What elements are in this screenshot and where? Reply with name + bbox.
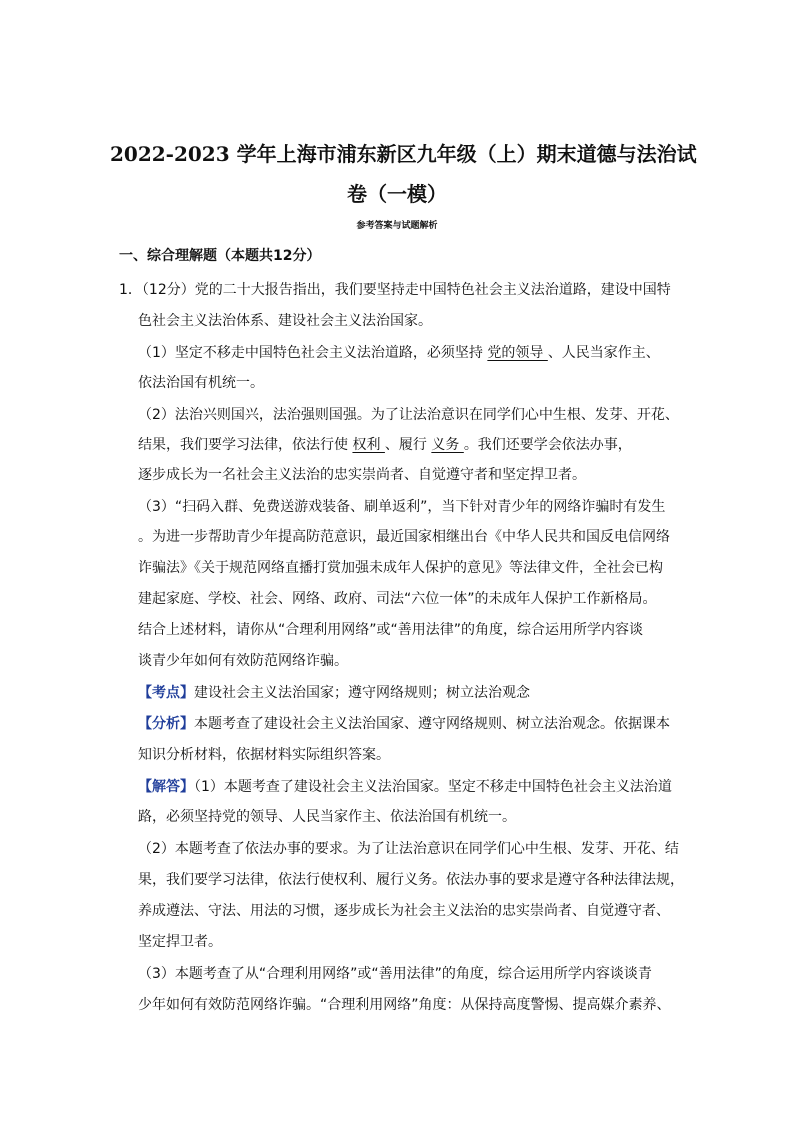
question-1-stem-line-1: 1．（12分）党的二十大报告指出，我们要坚持走中国特色社会主义法治道路，建设中国特 (119, 282, 671, 298)
answer-2-line-4: 坚定捍卫者。 (138, 934, 222, 950)
part-2-text-b: 、履行 (384, 437, 427, 453)
question-1-part-1-line-2: 依法治国有机统一。 (138, 375, 264, 391)
part-2-answer-blank-2: 义务 (431, 437, 464, 453)
answer-3-line-1: （3）本题考查了从“合理利用网络”或“善用法律”的角度，综合运用所学内容谈谈青 (138, 966, 652, 982)
question-1-part-3-line-3: 诈骗法》《关于规范网络直播打赏加强未成年人保护的意见》等法律文件，全社会已构 (138, 560, 663, 576)
question-1-part-2-line-1: （2）法治兴则国兴，法治强则国强。为了让法治意识在同学们心中生根、发芽、开花、 (138, 407, 679, 423)
part-1-text-a: （1）坚定不移走中国特色社会主义法治道路，必须坚持 (138, 345, 483, 361)
part-2-text-c: 。我们还要学会依法办事， (463, 437, 632, 453)
question-1-part-1-line-1 (138, 343, 660, 363)
section-heading: 一、综合理解题（本题共12分） (119, 248, 321, 264)
fenxi-line-2: 知识分析材料，依据材料实际组织答案。 (138, 747, 390, 763)
fenxi-line-1 (138, 714, 670, 734)
jieda-line-2: 路，必须坚持党的领导、人民当家作主、依法治国有机统一。 (138, 809, 516, 825)
question-1-part-2-line-3: 逐步成长为一名社会主义法治的忠实崇尚者、自觉遵守者和坚定捍卫者。 (138, 467, 586, 483)
question-1-part-3-line-5: 结合上述材料，请你从“合理利用网络”或“善用法律”的角度，综合运用所学内容谈 (138, 622, 644, 638)
kaodian-text: 建设社会主义法治国家；遵守网络规则；树立法治观念 (194, 685, 530, 701)
kaodian-line (138, 683, 530, 703)
answer-2-line-3: 养成遵法、守法、用法的习惯，逐步成长为社会主义法治的忠实崇尚者、自觉遵守者、 (138, 903, 670, 919)
kaodian-tag: 【考点】 (138, 685, 194, 701)
question-1-part-2-line-2 (138, 435, 632, 455)
question-1-stem-line-2: 色社会主义法治体系、建设社会主义法治国家。 (138, 313, 432, 329)
question-1-part-3-line-2: 。为进一步帮助青少年提高防范意识，最近国家相继出台《中华人民共和国反电信网络 (138, 529, 670, 545)
page-title-line-1: 2022-2023 学年上海市浦东新区九年级（上）期末道德与法治试 (110, 142, 697, 166)
answer-3-line-2: 少年如何有效防范网络诈骗。“合理利用网络”角度：从保持高度警惕、提高媒介素养、 (138, 997, 671, 1013)
jieda-line-1 (138, 777, 672, 797)
jieda-text: （1）本题考查了建设社会主义法治国家。坚定不移走中国特色社会主义法治道 (194, 779, 672, 795)
answer-2-line-2: 果，我们要学习法律，依法行使权利、履行义务。依法办事的要求是遵守各种法律法规， (138, 872, 684, 888)
part-1-answer-blank: 党的领导 (487, 345, 548, 361)
answer-2-line-1: （2）本题考查了依法办事的要求。为了让法治意识在同学们心中生根、发芽、开花、结 (138, 841, 679, 857)
question-1-part-3-line-1: （3）“扫码入群、免费送游戏装备、刷单返利”，当下针对青少年的网络诈骗时有发生 (138, 499, 666, 515)
page-title-line-2: 卷（一模） (347, 182, 447, 206)
question-1-part-3-line-4: 建起家庭、学校、社会、网络、政府、司法“六位一体”的未成年人保护工作新格局。 (138, 591, 657, 607)
jieda-tag: 【解答】 (138, 779, 194, 795)
part-2-text-a: 结果，我们要学习法律，依法行使 (138, 437, 348, 453)
fenxi-tag: 【分析】 (138, 716, 194, 732)
question-1-part-3-line-6: 谈青少年如何有效防范网络诈骗。 (138, 653, 348, 669)
part-1-text-b: 、人民当家作主、 (547, 345, 660, 361)
fenxi-text: 本题考查了建设社会主义法治国家、遵守网络规则、树立法治观念。依据课本 (194, 716, 670, 732)
subtitle: 参考答案与试题解析 (356, 221, 438, 231)
part-2-answer-blank-1: 权利 (352, 437, 385, 453)
